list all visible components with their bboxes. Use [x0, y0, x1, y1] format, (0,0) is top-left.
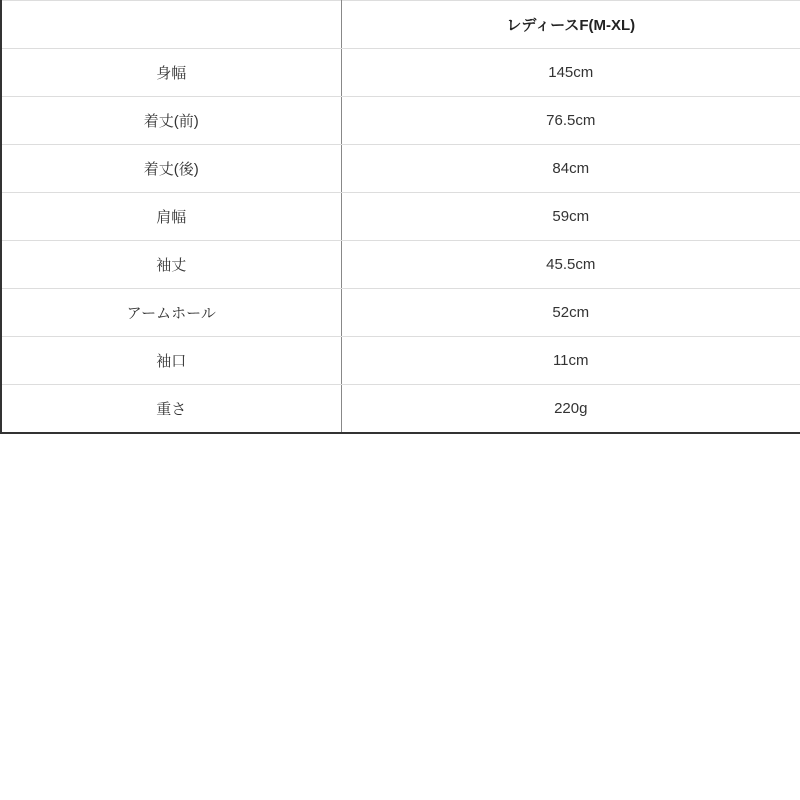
row-label-cell: アームホール	[1, 289, 341, 337]
table-row	[1, 49, 800, 97]
row-label-cell: 着丈(後)	[1, 145, 341, 193]
header-value-cell: レディースF(M-XL)	[341, 1, 800, 49]
row-label-cell: 袖口	[1, 337, 341, 385]
row-label-cell: 重さ	[1, 385, 341, 433]
table-row	[1, 289, 800, 337]
row-value-cell: 76.5cm	[341, 97, 800, 145]
table-row	[1, 241, 800, 289]
row-value-cell: 220g	[341, 385, 800, 433]
row-label-cell: 身幅	[1, 49, 341, 97]
row-value-cell: 45.5cm	[341, 241, 800, 289]
table-row	[1, 385, 800, 433]
table-row	[1, 193, 800, 241]
header-label-cell	[1, 1, 341, 49]
row-value-cell: 11cm	[341, 337, 800, 385]
row-value-cell: 59cm	[341, 193, 800, 241]
row-value-cell: 52cm	[341, 289, 800, 337]
table-row	[1, 97, 800, 145]
table-header-row	[1, 1, 800, 49]
row-value-cell: 84cm	[341, 145, 800, 193]
row-label-cell: 肩幅	[1, 193, 341, 241]
table-row	[1, 337, 800, 385]
table-row	[1, 145, 800, 193]
row-label-cell: 袖丈	[1, 241, 341, 289]
row-label-cell: 着丈(前)	[1, 97, 341, 145]
row-value-cell: 145cm	[341, 49, 800, 97]
